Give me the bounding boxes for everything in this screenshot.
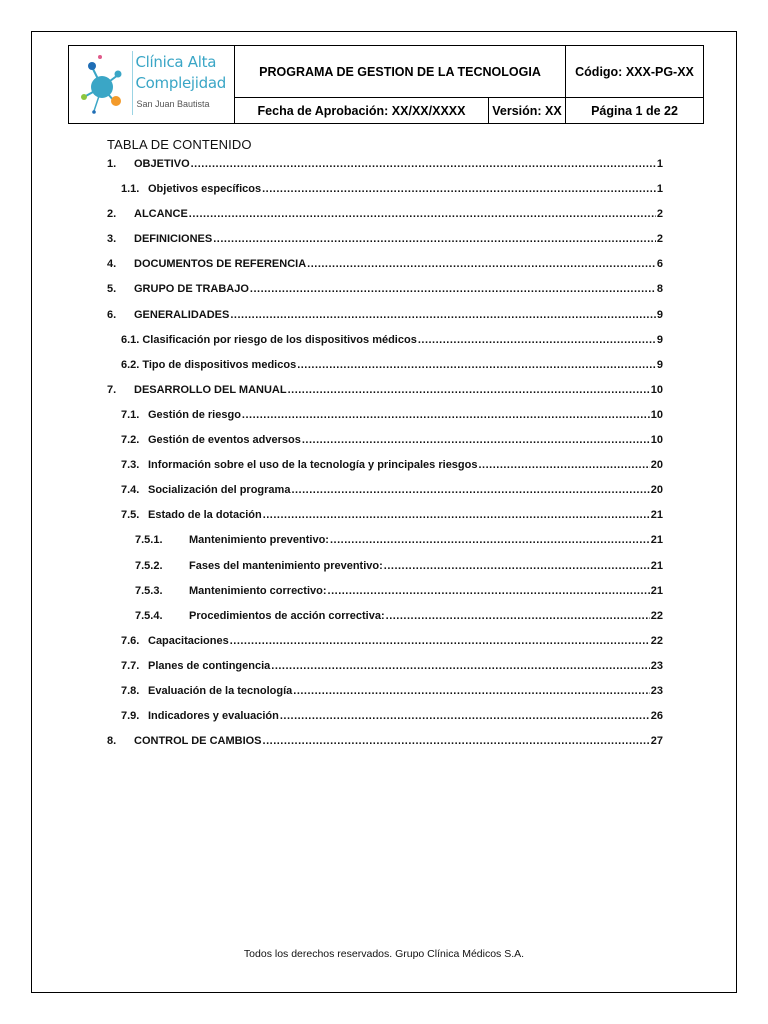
toc-entry-page: 9 (656, 333, 663, 346)
toc-leader-dots (230, 309, 656, 321)
toc-entry-number: 7.2. (121, 434, 140, 447)
logo-separator (132, 51, 133, 115)
toc-leader-dots (386, 610, 650, 622)
toc-entry-page: 21 (650, 584, 663, 597)
toc-leader-dots (302, 434, 650, 446)
toc-leader-dots (297, 359, 656, 371)
toc-entry-page: 10 (650, 434, 663, 447)
toc-entry-number: 6.1. (121, 333, 140, 346)
toc-entry-page: 6 (656, 258, 663, 271)
toc-entry-number: 7.3. (121, 459, 140, 472)
toc-entry-7-4[interactable] (107, 484, 663, 509)
toc-leader-dots (263, 509, 650, 521)
toc-entry-number: 6.2. (121, 358, 140, 371)
toc-entry-page: 2 (656, 233, 663, 246)
toc-entry-7-5[interactable] (107, 509, 663, 534)
toc-entry-number: 7.1. (121, 408, 140, 421)
toc-entry-number: 7.4. (121, 484, 140, 497)
toc-entry-page: 10 (650, 408, 663, 421)
toc-title: TABLA DE CONTENIDO (107, 137, 252, 152)
toc-entry-number: 7.5.2. (135, 559, 163, 572)
toc-leader-dots (288, 384, 650, 396)
toc-entry-6-1[interactable] (107, 334, 663, 359)
toc-entry-text: Información sobre el uso de la tecnología y principales riesgos (148, 459, 478, 472)
toc-leader-dots (307, 258, 656, 270)
page-footer: Todos los derechos reservados. Grupo Clínica Médicos S.A. (243, 948, 525, 960)
toc-entry-text: Gestión de riesgo (148, 408, 241, 421)
toc-entry-7-8[interactable] (107, 685, 663, 710)
toc-leader-dots (384, 560, 650, 572)
toc-entry-page: 1 (656, 183, 663, 196)
toc-entry-page: 21 (650, 559, 663, 572)
toc-entry-text: DESARROLLO DEL MANUAL (134, 383, 287, 396)
toc-entry-number: 8. (107, 735, 117, 748)
toc-entry-7-3[interactable] (107, 459, 663, 484)
toc-entry-text: Evaluación de la tecnología (148, 684, 293, 697)
toc-entry-text: Fases del mantenimiento preventivo: (189, 559, 383, 572)
toc-leader-dots (250, 283, 656, 295)
toc-entry-7-6[interactable] (107, 635, 663, 660)
toc-entry-text: Capacitaciones (148, 634, 229, 647)
toc-leader-dots (230, 635, 650, 647)
toc-entry-text: GENERALIDADES (134, 308, 230, 321)
logo-name-line-2: Complejidad (135, 73, 226, 92)
toc-entry-number: 7.5.3. (135, 584, 163, 597)
toc-leader-dots (293, 685, 649, 697)
document-version: Versión: XX (489, 98, 566, 124)
toc-entry-number: 7.6. (121, 634, 140, 647)
toc-leader-dots (291, 484, 649, 496)
toc-entry-7-5-1[interactable] (107, 534, 663, 559)
page-number: Página 1 de 22 (566, 98, 704, 124)
toc-entry-page: 22 (650, 609, 663, 622)
toc-entry-4[interactable] (107, 258, 663, 283)
toc-entry-1[interactable] (107, 158, 663, 183)
document-header (68, 45, 704, 124)
logo-name-line-1: Clínica Alta (135, 52, 217, 71)
toc-entry-7-2[interactable] (107, 434, 663, 459)
toc-entry-2[interactable] (107, 208, 663, 233)
toc-entry-page: 1 (656, 158, 663, 170)
toc-entry-text: Estado de la dotación (148, 509, 262, 522)
toc-entry-text: Clasificación por riesgo de los dispositivos médicos (142, 333, 417, 346)
table-of-contents (107, 137, 663, 760)
toc-leader-dots (263, 735, 650, 747)
toc-entry-page: 27 (650, 735, 663, 748)
toc-entry-text: ALCANCE (134, 208, 188, 221)
logo-subtitle: San Juan Bautista (136, 98, 210, 109)
toc-entry-text: Tipo de dispositivos medicos (142, 358, 297, 371)
toc-leader-dots (478, 459, 649, 471)
toc-entry-page: 8 (656, 283, 663, 296)
toc-entry-8[interactable] (107, 735, 663, 760)
toc-entry-number: 7.7. (121, 659, 140, 672)
toc-entry-3[interactable] (107, 233, 663, 258)
toc-entry-text: Socialización del programa (148, 484, 291, 497)
toc-entry-number: 7. (107, 383, 117, 396)
toc-entry-6-2[interactable] (107, 359, 663, 384)
toc-entry-number: 3. (107, 233, 117, 246)
toc-entry-page: 10 (650, 383, 663, 396)
toc-entry-text: Gestión de eventos adversos (148, 434, 301, 447)
toc-entry-text: Planes de contingencia (148, 659, 271, 672)
toc-leader-dots (328, 585, 650, 597)
toc-leader-dots (418, 334, 656, 346)
toc-entry-page: 2 (656, 208, 663, 221)
toc-entry-7-9[interactable] (107, 710, 663, 735)
toc-entry-number: 6. (107, 308, 117, 321)
toc-entry-6[interactable] (107, 309, 663, 334)
toc-entry-7-5-3[interactable] (107, 585, 663, 610)
toc-entry-text: DOCUMENTOS DE REFERENCIA (134, 258, 307, 271)
toc-entry-text: Mantenimiento preventivo: (189, 534, 329, 547)
approval-date: Fecha de Aprobación: XX/XX/XXXX (235, 98, 489, 124)
toc-leader-dots (189, 208, 656, 220)
toc-entry-number: 7.5.1. (135, 534, 163, 547)
toc-entry-page: 22 (650, 634, 663, 647)
toc-leader-dots (242, 409, 650, 421)
toc-entry-page: 23 (650, 684, 663, 697)
program-title: PROGRAMA DE GESTION DE LA TECNOLOGIA (235, 46, 566, 98)
toc-entry-7-1[interactable] (107, 409, 663, 434)
toc-entry-number: 1.1. (121, 183, 140, 196)
toc-entry-page: 21 (650, 534, 663, 547)
toc-entry-text: Mantenimiento correctivo: (189, 584, 327, 597)
toc-entry-7-5-4[interactable] (107, 610, 663, 635)
toc-entry-1-1[interactable] (107, 183, 663, 208)
toc-entry-text: Indicadores y evaluación (148, 710, 279, 723)
toc-entry-number: 7.5. (121, 509, 140, 522)
toc-entry-text: DEFINICIONES (134, 233, 213, 246)
toc-entry-page: 23 (650, 659, 663, 672)
toc-entry-7-7[interactable] (107, 660, 663, 685)
toc-leader-dots (280, 710, 650, 722)
toc-entry-page: 21 (650, 509, 663, 522)
toc-leader-dots (191, 158, 656, 170)
molecule-logo-icon (78, 53, 134, 117)
toc-entry-text: OBJETIVO (134, 158, 190, 170)
toc-entry-number: 7.8. (121, 684, 140, 697)
logo-cell (69, 46, 235, 124)
toc-entry-text: Objetivos específicos (148, 183, 262, 196)
toc-leader-dots (271, 660, 649, 672)
document-code: Código: XXX-PG-XX (566, 46, 704, 98)
toc-leader-dots (262, 183, 656, 195)
toc-leader-dots (330, 534, 650, 546)
toc-entry-7[interactable] (107, 384, 663, 409)
toc-entry-number: 5. (107, 283, 117, 296)
toc-entry-page: 9 (656, 358, 663, 371)
toc-entry-text: CONTROL DE CAMBIOS (134, 735, 262, 748)
toc-entry-number: 2. (107, 208, 117, 221)
toc-entry-page: 20 (650, 459, 663, 472)
toc-entry-number: 1. (107, 158, 117, 170)
toc-entry-page: 26 (650, 710, 663, 723)
toc-entry-7-5-2[interactable] (107, 560, 663, 585)
toc-entry-page: 9 (656, 308, 663, 321)
toc-entry-text: Procedimientos de acción correctiva: (189, 609, 385, 622)
toc-entry-number: 4. (107, 258, 117, 271)
toc-entry-text: GRUPO DE TRABAJO (134, 283, 249, 296)
toc-entry-5[interactable] (107, 283, 663, 308)
toc-entry-number: 7.9. (121, 710, 140, 723)
toc-leader-dots (213, 233, 656, 245)
toc-entry-number: 7.5.4. (135, 609, 163, 622)
clinic-logo (70, 47, 234, 123)
toc-entry-page: 20 (650, 484, 663, 497)
